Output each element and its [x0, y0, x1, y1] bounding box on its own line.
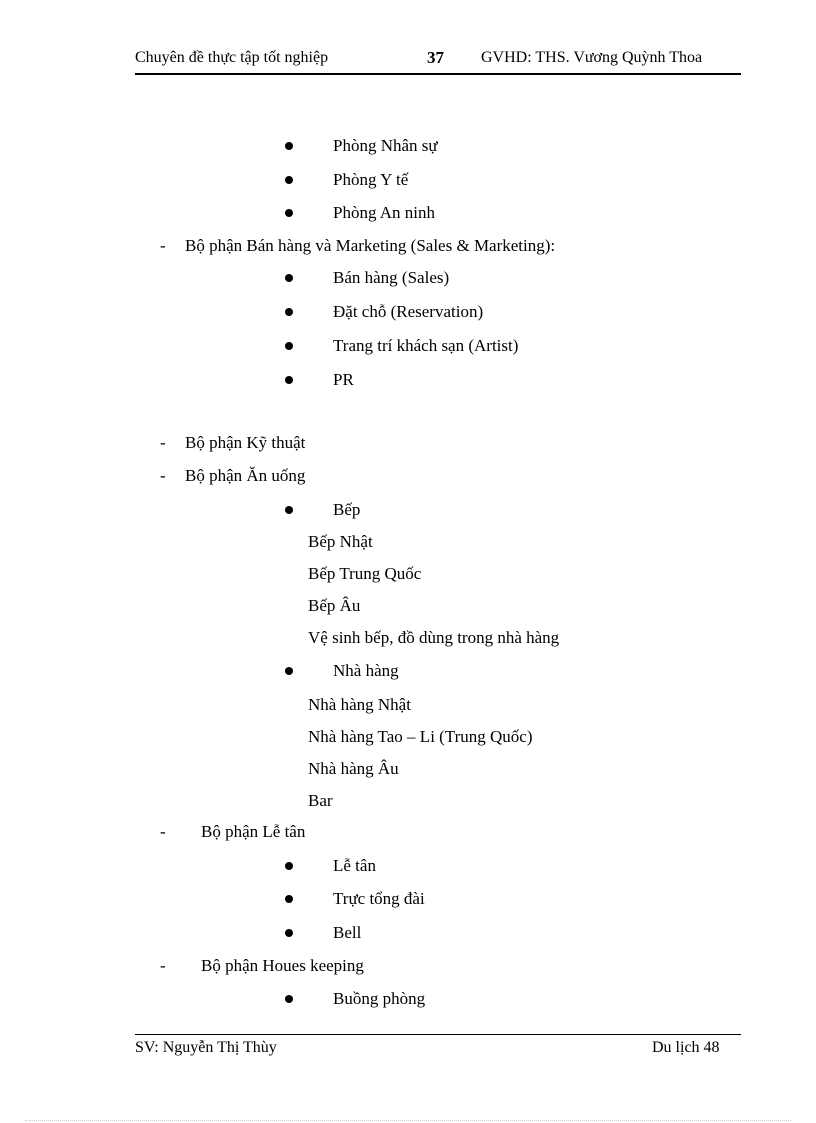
bullet-icon	[285, 862, 293, 870]
list-item: Trang trí khách sạn (Artist)	[333, 336, 519, 355]
bullet-icon	[285, 895, 293, 903]
list-item: Phòng An ninh	[333, 203, 436, 222]
bullet-icon	[285, 176, 293, 184]
section-heading: Bộ phận Lễ tân	[201, 822, 306, 841]
list-item: PR	[333, 370, 354, 389]
header-advisor: GVHD: THS. Vương Quỳnh Thoa	[481, 49, 703, 66]
sub-item: Bếp Trung Quốc	[308, 564, 422, 583]
dash-marker: -	[160, 956, 166, 975]
list-item: Phòng Nhân sự	[333, 136, 438, 155]
sub-item: Bếp Nhật	[308, 532, 373, 551]
header-title: Chuyên đề thực tập tốt nghiệp	[135, 49, 329, 66]
footer-student: SV: Nguyễn Thị Thùy	[135, 1039, 277, 1056]
list-item: Trực tổng đài	[333, 889, 425, 908]
page-edge-divider	[25, 1120, 791, 1121]
section-heading: Bộ phận Kỹ thuật	[185, 433, 306, 452]
sub-item: Bếp Âu	[308, 596, 361, 615]
list-item: Lễ tân	[333, 856, 376, 875]
sub-item: Vệ sinh bếp, đồ dùng trong nhà hàng	[308, 628, 560, 647]
list-item: Bán hàng (Sales)	[333, 268, 450, 287]
bullet-icon	[285, 209, 293, 217]
sub-item: Bar	[308, 791, 333, 810]
bullet-icon	[285, 506, 293, 514]
list-item: Buồng phòng	[333, 989, 426, 1008]
header-rule	[135, 73, 741, 75]
dash-marker: -	[160, 433, 166, 452]
list-item: Đặt chỗ (Reservation)	[333, 302, 484, 321]
list-item: Nhà hàng	[333, 661, 399, 680]
bullet-icon	[285, 142, 293, 150]
list-item: Phòng Y tế	[333, 170, 409, 189]
bullet-icon	[285, 274, 293, 282]
footer-rule	[135, 1034, 741, 1035]
bullet-icon	[285, 995, 293, 1003]
section-heading: Bộ phận Bán hàng và Marketing (Sales & Marketing):	[185, 236, 556, 255]
bullet-icon	[285, 342, 293, 350]
dash-marker: -	[160, 466, 166, 485]
sub-item: Nhà hàng Tao – Li (Trung Quốc)	[308, 727, 533, 746]
list-item: Bell	[333, 923, 362, 942]
section-heading: Bộ phận Ăn uống	[185, 466, 306, 485]
sub-item: Nhà hàng Âu	[308, 759, 399, 778]
dash-marker: -	[160, 236, 166, 255]
list-item: Bếp	[333, 500, 361, 519]
page-number: 37	[427, 48, 444, 67]
bullet-icon	[285, 929, 293, 937]
bullet-icon	[285, 376, 293, 384]
section-heading: Bộ phận Houes keeping	[201, 956, 364, 975]
dash-marker: -	[160, 822, 166, 841]
sub-item: Nhà hàng Nhật	[308, 695, 411, 714]
bullet-icon	[285, 308, 293, 316]
bullet-icon	[285, 667, 293, 675]
footer-class: Du lịch 48	[652, 1039, 720, 1056]
